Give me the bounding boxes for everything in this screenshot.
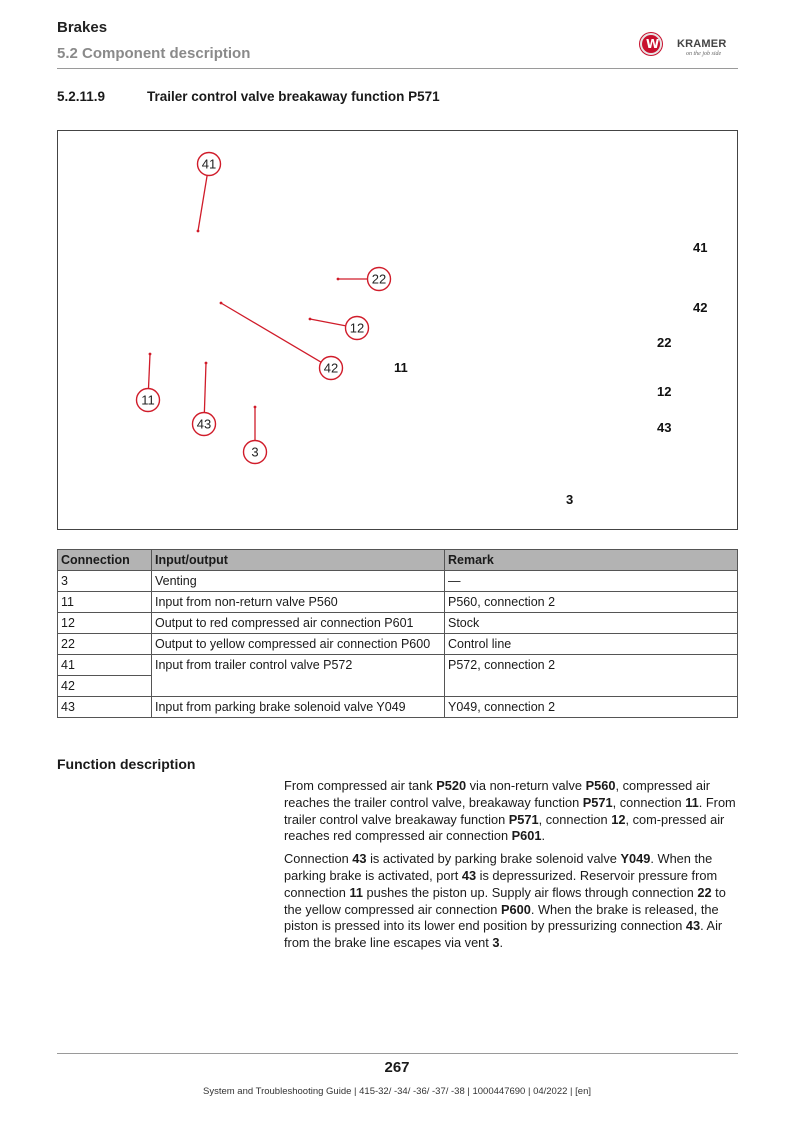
bold-reference: 11 [349,884,363,900]
connection-table [57,549,738,718]
figure-label: 3 [566,492,574,507]
section-number: 5.2.11.9 [57,89,106,104]
cell-remark: P572, connection 2 [445,655,738,697]
callout-leader-line [204,363,206,412]
text-run: . When the parking brake is activated, port [284,851,713,883]
cell-io: Output to red compressed air connection P601 [152,613,445,634]
callout-number: 22 [371,271,387,287]
callout-leader-line [198,176,207,231]
callout-number: 3 [251,444,259,460]
callout-11 [137,353,160,412]
cell-connection: 11 [58,592,152,613]
table-header-row [58,550,738,571]
cell-remark: — [445,571,738,592]
bold-reference: P571 [508,811,539,827]
text-run: . From trailer control valve breakaway function [284,794,736,827]
bold-reference: P601 [511,828,542,844]
callout-diagram [58,131,739,531]
callout-12 [309,317,369,340]
figure-label: 43 [657,420,672,435]
callout-tip [220,302,223,305]
callout-number: 11 [141,392,155,408]
text-run: Connection [284,851,353,867]
footer-divider [57,1053,738,1054]
text-run: is depressurized. Reservoir pressure from connection [284,867,718,900]
text-run: . [499,935,504,951]
figure-label: 11 [394,360,408,375]
table-row [58,613,738,634]
bold-reference: P560 [585,778,616,793]
text-run: From compressed air tank [284,778,437,793]
text-run: , compressed air reaches the trailer control valve, breakaway function [284,778,711,810]
bold-reference: 22 [697,884,712,900]
text-run: via non-return valve [466,778,586,793]
table-row [58,655,738,676]
function-paragraph [284,778,740,845]
figure-label: 12 [657,384,672,399]
text-run: , connection [538,811,612,827]
callout-3 [244,406,267,464]
callout-tip [205,362,208,365]
callout-leader-line [310,319,345,326]
function-paragraph [284,851,740,952]
cell-io: Venting [152,571,445,592]
text-run: . When the brake is released, the piston is pressed into its lower end position by pressurizing connection [284,901,719,934]
text-run: to the yellow compressed air connection [284,884,726,917]
cell-io: Input from parking brake solenoid valve Y049 [152,697,445,718]
text-run: pushes the piston up. Supply air flows through connection [362,884,698,900]
bold-reference: 11 [685,794,699,810]
table-row [58,592,738,613]
callout-tip [254,406,257,409]
section-subtitle: 5.2 Component description [57,45,251,62]
logo-tagline: on the job side [686,51,722,57]
cell-connection: 22 [58,634,152,655]
bold-reference: 12 [611,811,626,827]
document-reference: System and Troubleshooting Guide | 415-32/ -34/ -36/ -37/ -38 | 1000447690 | 04/2022 | [en] [202,1086,592,1097]
bold-reference: 43 [461,867,477,883]
cell-remark: P560, connection 2 [445,592,738,613]
cell-io: Input from non-return valve P560 [152,592,445,613]
callout-leader-line [221,303,321,362]
bold-reference: 43 [685,918,701,934]
table-row [58,697,738,718]
callout-tip [309,318,312,321]
chapter-title: Brakes [57,19,108,36]
bold-reference: 43 [352,851,367,867]
cell-connection: 42 [58,676,152,697]
text-run: , connection [612,794,686,810]
cell-connection: 43 [58,697,152,718]
table-row [58,634,738,655]
callout-22 [337,268,391,291]
cell-connection: 3 [58,571,152,592]
bold-reference: P600 [500,901,531,917]
callout-41 [197,153,221,233]
kramer-logo [640,33,740,61]
cell-connection: 41 [58,655,152,676]
callout-number: 41 [201,156,217,172]
logo-name: KRAMER [677,38,727,50]
cell-io: Input from trailer control valve P572 [152,655,445,697]
callout-number: 42 [323,360,339,376]
text-run: is activated by parking brake solenoid valve [366,851,621,867]
callout-leader-line [149,354,150,388]
callout-number: 43 [196,416,212,432]
table-row [58,571,738,592]
cell-io: Output to yellow compressed air connection P600 [152,634,445,655]
callout-number: 12 [349,320,365,336]
column-header: Input/output [152,550,445,571]
section-title: Trailer control valve breakaway function P571 [147,89,440,104]
text-run: . [541,828,546,844]
bold-reference: P571 [582,794,613,810]
callout-42 [220,302,343,380]
bold-reference: 3 [492,935,500,951]
text-run: . Air from the brake line escapes via vent [284,918,723,951]
callout-tip [337,278,340,281]
cell-remark: Control line [445,634,738,655]
cell-connection: 12 [58,613,152,634]
figure-label: 22 [657,335,672,350]
column-header: Remark [445,550,738,571]
valve-figure [57,130,738,530]
callout-tip [149,353,152,356]
logo-badge-icon: W [640,33,662,55]
figure-label: 41 [693,240,708,255]
figure-label: 42 [693,300,708,315]
callout-43 [193,362,216,436]
page-number: 267 [384,1059,410,1076]
header-divider [57,68,738,69]
cell-remark: Stock [445,613,738,634]
bold-reference: P520 [436,778,467,793]
function-description-body [284,778,740,958]
column-header: Connection [58,550,152,571]
function-description-heading: Function description [57,756,196,772]
callout-tip [197,230,200,233]
cell-remark: Y049, connection 2 [445,697,738,718]
text-run: , com-pressed air reaches red compressed air connection [284,811,725,844]
bold-reference: Y049 [620,851,651,867]
